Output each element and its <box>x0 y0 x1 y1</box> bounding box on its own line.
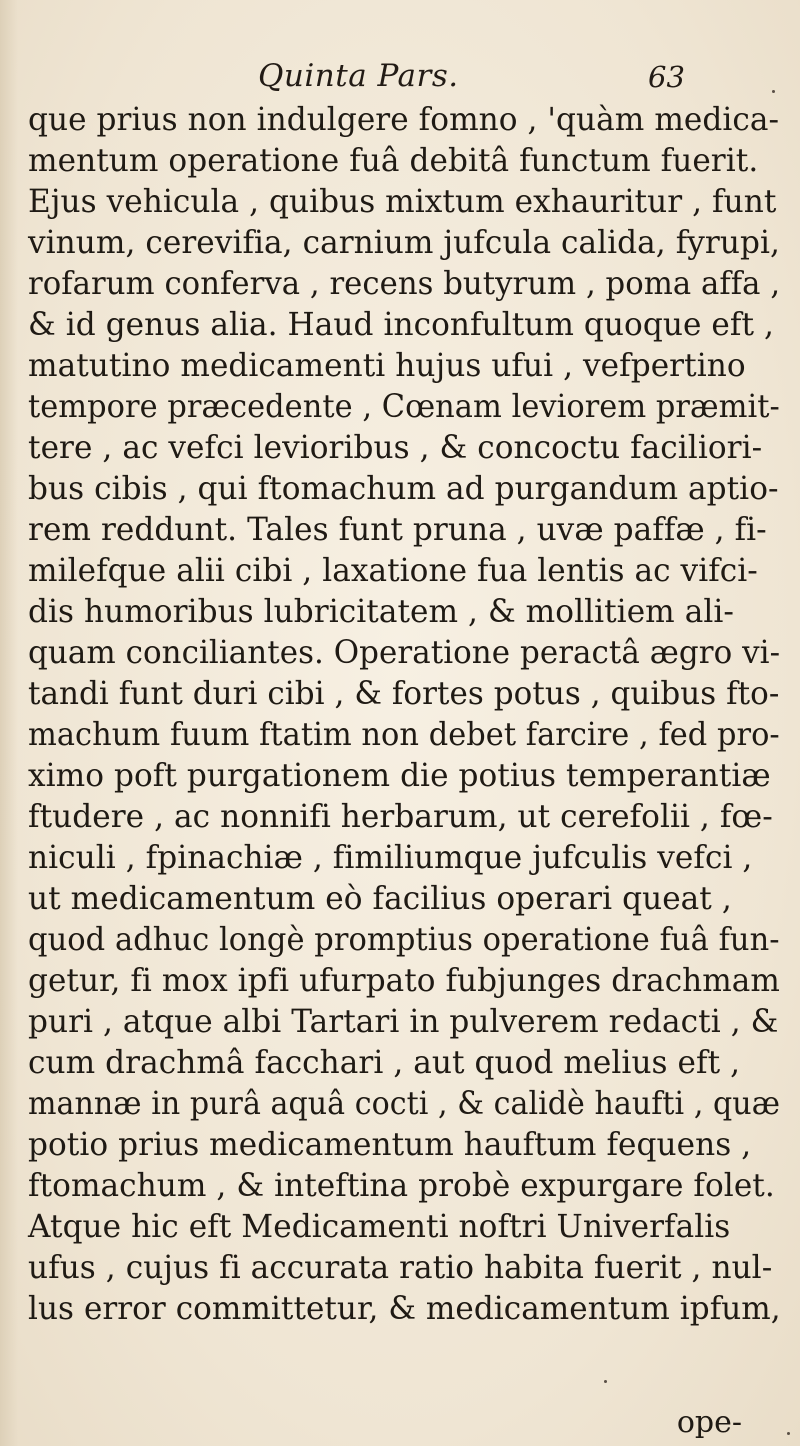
text-line: getur, fi mox ipfi ufurpato fubjunges drachmam <box>28 963 780 999</box>
text-line: rem reddunt. Tales funt pruna , uvæ paffæ , fi- <box>28 512 767 548</box>
ink-speck <box>604 1380 607 1383</box>
text-line: dis humoribus lubricitatem , & mollitiem ali- <box>28 594 734 630</box>
text-line: Atque hic eft Medicamenti noftri Univerfalis <box>28 1209 731 1245</box>
text-line: puri , atque albi Tartari in pulverem redacti , & <box>28 1004 779 1040</box>
text-line: & id genus alia. Haud inconfultum quoque eft , <box>28 307 774 343</box>
text-line: tandi funt duri cibi , & fortes potus , quibus fto- <box>28 676 780 712</box>
text-line: quod adhuc longè promptius operatione fuâ fun- <box>28 922 780 958</box>
text-line: potio prius medicamentum hauftum fequens , <box>28 1127 752 1163</box>
catchword-row <box>0 1405 800 1440</box>
text-line: tempore præcedente , Cœnam leviorem præmit- <box>28 389 780 425</box>
ink-speck <box>787 1432 790 1435</box>
text-line: ufus , cujus fi accurata ratio habita fuerit , nul- <box>28 1250 773 1286</box>
text-line: vinum, cerevifia, carnium jufcula calida, fyrupi, <box>28 225 780 261</box>
text-line: matutino medicamenti hujus ufui , vefpertino <box>28 348 746 384</box>
text-line: ut medicamentum eò facilius operari queat , <box>28 881 732 917</box>
page-gutter-shadow <box>0 0 18 1446</box>
text-line: niculi , fpinachiæ , fimiliumque jufculis vefci , <box>28 840 753 876</box>
catchword: ope- <box>676 1405 742 1440</box>
running-title: Quinta Pars. <box>258 58 459 94</box>
text-line: mentum operatione fuâ debitâ functum fuerit. <box>28 143 759 179</box>
text-line: mannæ in purâ aquâ cocti , & calidè haufti , quæ <box>28 1086 781 1122</box>
ink-speck <box>772 90 775 93</box>
text-line: rofarum conferva , recens butyrum , poma affa , <box>28 266 781 302</box>
text-line: cum drachmâ facchari , aut quod melius eft , <box>28 1045 741 1081</box>
text-line: machum fuum ftatim non debet farcire , fed pro- <box>28 717 780 753</box>
page-header <box>0 58 800 104</box>
text-line: lus error committetur, & medicamentum ipfum, <box>28 1291 781 1327</box>
text-line: milefque alii cibi , laxatione fua lentis ac vifci- <box>28 553 758 589</box>
text-line: quam conciliantes. Operatione peractâ ægro vi- <box>28 635 781 671</box>
page-number: 63 <box>648 60 685 94</box>
text-line: bus cibis , qui ftomachum ad purgandum aptio- <box>28 471 779 507</box>
text-line: Ejus vehicula , quibus mixtum exhauritur , funt <box>28 184 777 220</box>
text-line: tere , ac vefci levioribus , & concoctu faciliori- <box>28 430 763 466</box>
text-line: ftudere , ac nonnifi herbarum, ut cerefolii , fœ- <box>28 799 773 835</box>
body-text <box>28 100 788 1330</box>
text-line: ftomachum , & inteftina probè expurgare folet. <box>28 1168 775 1204</box>
text-line: ximo poft purgationem die potius temperantiæ <box>28 758 771 794</box>
text-line: que prius non indulgere fomno , 'quàm medica- <box>28 102 780 138</box>
